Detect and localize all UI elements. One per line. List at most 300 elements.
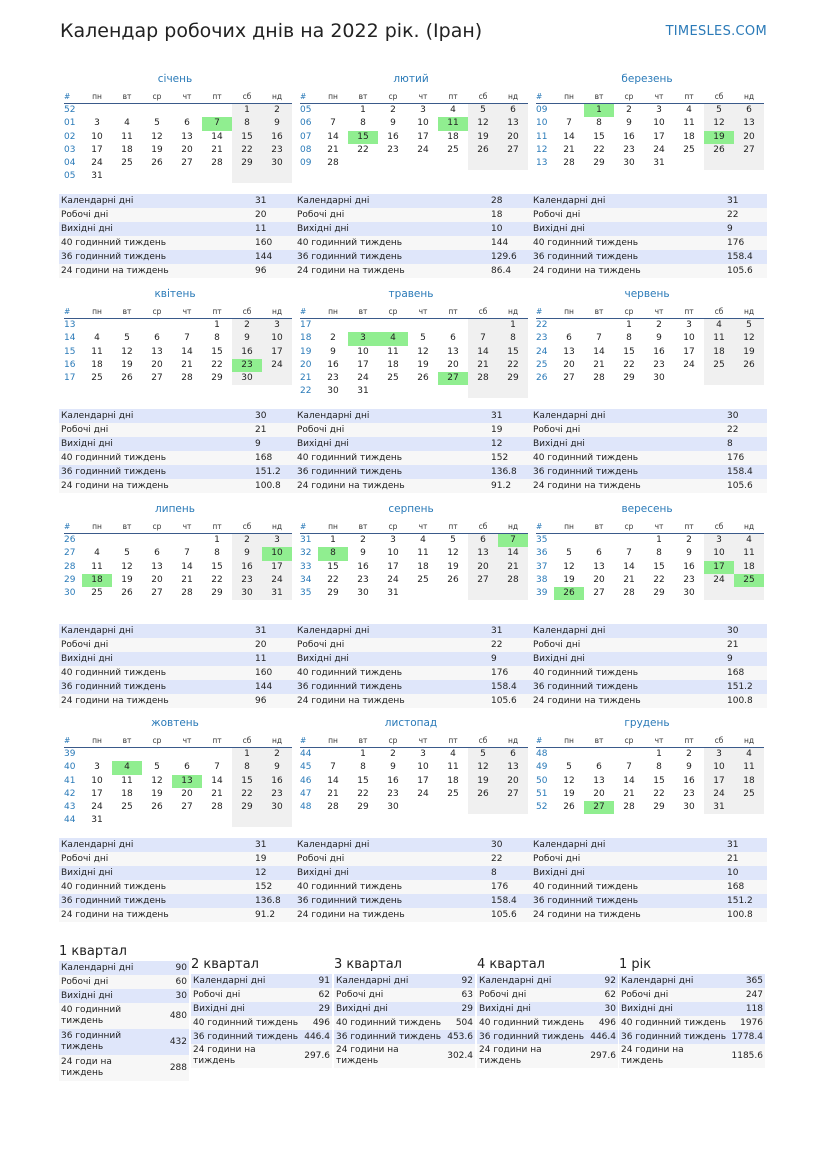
day-cell: 21 — [623, 788, 635, 799]
day-cell: 7 — [566, 118, 572, 129]
week-number-header: # — [536, 305, 554, 319]
day-cell — [704, 157, 734, 170]
day-cell: 9 — [686, 548, 692, 559]
month-stats-12 — [531, 838, 767, 922]
day-cell: 3 — [262, 319, 292, 332]
day-cell: 6 — [498, 104, 528, 117]
quarter-row — [59, 1029, 189, 1055]
weekday-header: пт — [438, 90, 468, 104]
stat-row — [59, 880, 295, 894]
stat-label: 40 годинний тиждень — [61, 882, 167, 892]
quarter-label: 24 години на тиждень — [479, 1045, 542, 1066]
stat-row — [59, 894, 295, 908]
day-cell: 18 — [447, 131, 459, 142]
stat-value: 11 — [255, 224, 267, 234]
stat-value: 21 — [727, 640, 739, 650]
day-cell: 9 — [262, 117, 292, 130]
weekday-header: вт — [584, 305, 614, 319]
day-cell: 30 — [683, 587, 695, 598]
quarter-label: 36 годинний тиждень — [61, 1031, 122, 1052]
stat-label: Вихідні дні — [61, 654, 113, 664]
day-cell — [142, 534, 172, 547]
day-cell: 15 — [232, 775, 262, 788]
day-cell: 16 — [262, 131, 292, 144]
day-cell: 2 — [262, 104, 292, 117]
day-cell: 5 — [420, 333, 426, 344]
day-cell: 6 — [184, 762, 190, 773]
month-4 — [64, 287, 286, 385]
stat-row — [59, 908, 295, 922]
stat-row — [531, 838, 767, 852]
day-cell: 20 — [498, 775, 528, 788]
day-cell: 1 — [584, 104, 614, 117]
stat-value: 31 — [255, 626, 267, 636]
stat-value: 151.2 — [727, 896, 753, 906]
week-number: 13 — [64, 320, 76, 331]
stat-label: Календарні дні — [533, 626, 606, 636]
month-name: вересень — [621, 503, 673, 515]
day-cell: 27 — [181, 801, 193, 812]
day-cell — [142, 748, 172, 761]
day-cell: 26 — [121, 372, 133, 383]
day-cell: 28 — [181, 587, 193, 598]
stat-value: 160 — [255, 238, 273, 248]
day-cell: 13 — [734, 117, 764, 130]
quarter-label: 24 години на тиждень — [193, 1045, 256, 1066]
month-10 — [64, 716, 286, 827]
brand-link[interactable]: TIMESLES.COM — [665, 24, 767, 39]
day-cell: 2 — [262, 748, 292, 761]
day-cell: 23 — [262, 788, 292, 801]
day-cell: 16 — [232, 561, 262, 574]
day-cell — [262, 372, 292, 385]
weekday-header: чт — [408, 90, 438, 104]
day-cell: 20 — [734, 131, 764, 144]
day-cell — [468, 319, 498, 332]
stat-row — [531, 451, 767, 465]
day-cell: 20 — [563, 359, 575, 370]
day-cell: 4 — [94, 333, 100, 344]
day-cell: 22 — [623, 359, 635, 370]
day-cell: 19 — [151, 788, 163, 799]
stat-value: 144 — [255, 682, 273, 692]
stat-value: 21 — [255, 425, 267, 435]
day-cell: 20 — [181, 144, 193, 155]
day-cell: 28 — [211, 801, 223, 812]
stat-label: 36 годинний тиждень — [61, 467, 167, 477]
day-cell: 1 — [232, 104, 262, 117]
day-cell: 15 — [357, 775, 369, 786]
day-cell: 27 — [181, 157, 193, 168]
stat-label: Вихідні дні — [61, 868, 113, 878]
stat-label: 24 години на тиждень — [61, 910, 169, 920]
week-number: 12 — [536, 144, 548, 155]
stat-value: 100.8 — [255, 481, 281, 491]
week-number: 20 — [300, 359, 312, 370]
day-cell: 26 — [417, 372, 429, 383]
day-cell: 14 — [327, 775, 339, 786]
stat-label: 24 години на тиждень — [533, 266, 641, 276]
day-cell: 12 — [468, 761, 498, 774]
stat-value: 158.4 — [491, 896, 517, 906]
day-cell — [202, 814, 232, 827]
week-number: 48 — [536, 749, 548, 760]
quarter-row — [334, 974, 475, 988]
day-cell: 14 — [498, 547, 528, 560]
stat-label: 36 годинний тиждень — [533, 252, 639, 262]
weekday-header: вт — [348, 520, 378, 534]
day-cell: 28 — [593, 372, 605, 383]
day-cell: 11 — [417, 548, 429, 559]
stat-label: 40 годинний тиждень — [297, 668, 403, 678]
day-cell: 27 — [151, 587, 163, 598]
week-number: 11 — [536, 131, 548, 142]
day-cell: 22 — [211, 359, 223, 370]
weekday-header: вт — [112, 305, 142, 319]
week-number-header: # — [300, 305, 318, 319]
stat-value: 91.2 — [255, 910, 276, 920]
day-cell: 17 — [704, 775, 734, 788]
day-cell: 3 — [94, 762, 100, 773]
day-cell: 15 — [593, 131, 605, 142]
day-cell: 26 — [704, 144, 734, 157]
quarter-title: 4 квартал — [477, 957, 545, 972]
day-cell: 4 — [734, 748, 764, 761]
stat-label: Робочі дні — [61, 425, 109, 435]
stat-row — [59, 866, 295, 880]
quarter-label: 24 години на тиждень — [336, 1045, 399, 1066]
day-cell: 8 — [596, 118, 602, 129]
month-stats-8 — [295, 624, 531, 708]
week-number: 39 — [64, 749, 76, 760]
weekday-header: ср — [378, 90, 408, 104]
month-stats-4 — [59, 409, 295, 493]
week-number: 35 — [300, 587, 312, 598]
day-cell: 16 — [387, 131, 399, 142]
stat-value: 9 — [727, 654, 733, 664]
stat-label: 36 годинний тиждень — [61, 896, 167, 906]
stat-row — [59, 409, 295, 423]
stat-label: 40 годинний тиждень — [297, 882, 403, 892]
month-6 — [536, 287, 758, 385]
day-cell: 30 — [623, 157, 635, 168]
day-cell: 16 — [232, 346, 262, 359]
day-cell: 4 — [124, 118, 130, 129]
quarter-value: 30 — [175, 990, 187, 1001]
stat-value: 22 — [727, 425, 739, 435]
week-number: 42 — [64, 788, 76, 799]
day-cell: 6 — [734, 104, 764, 117]
day-cell: 13 — [172, 775, 202, 788]
weekday-header: чт — [644, 305, 674, 319]
day-cell: 7 — [330, 762, 336, 773]
weekday-header: чт — [172, 520, 202, 534]
day-cell — [142, 104, 172, 117]
weekday-header: ср — [378, 520, 408, 534]
weekday-header: пн — [554, 305, 584, 319]
weekday-header: пн — [82, 305, 112, 319]
week-number: 15 — [64, 346, 76, 357]
day-cell: 17 — [704, 561, 734, 574]
month-grid — [64, 520, 286, 600]
day-cell — [408, 157, 438, 170]
weekday-header: нд — [734, 90, 764, 104]
day-cell: 30 — [232, 587, 262, 600]
quarter-row — [191, 1002, 332, 1016]
week-number: 21 — [300, 372, 312, 383]
quarter-value: 118 — [745, 1003, 763, 1014]
month-name: лютий — [393, 73, 429, 85]
quarter-value: 288 — [169, 1062, 187, 1073]
day-cell: 10 — [91, 775, 103, 786]
day-cell: 16 — [683, 775, 695, 786]
month-stats-5 — [295, 409, 531, 493]
day-cell: 29 — [327, 587, 339, 598]
day-cell: 9 — [390, 762, 396, 773]
stat-label: Календарні дні — [533, 411, 606, 421]
day-cell: 7 — [202, 117, 232, 130]
day-cell: 8 — [232, 761, 262, 774]
week-number: 09 — [536, 105, 548, 116]
day-cell: 3 — [348, 332, 378, 345]
week-number-header: # — [536, 90, 554, 104]
weekday-header: ср — [378, 305, 408, 319]
day-cell: 4 — [734, 534, 764, 547]
stat-row — [295, 264, 531, 278]
quarter-value: 1778.4 — [731, 1031, 763, 1042]
day-cell — [584, 748, 614, 761]
week-number: 37 — [536, 561, 548, 572]
day-cell: 22 — [211, 574, 223, 585]
day-cell: 23 — [387, 144, 399, 155]
day-cell: 21 — [327, 788, 339, 799]
weekday-header: пн — [554, 90, 584, 104]
day-cell: 1 — [214, 320, 220, 331]
day-cell: 8 — [656, 762, 662, 773]
quarter-row — [334, 1016, 475, 1030]
weekday-header: пн — [318, 90, 348, 104]
day-cell: 17 — [91, 144, 103, 155]
day-cell: 26 — [554, 587, 584, 600]
month-stats-1 — [59, 194, 295, 278]
quarter-row — [334, 1002, 475, 1016]
day-cell: 8 — [498, 332, 528, 345]
day-cell: 18 — [417, 561, 429, 572]
day-cell — [202, 748, 232, 761]
day-cell: 20 — [151, 359, 163, 370]
week-number: 27 — [64, 548, 76, 559]
stat-value: 22 — [727, 210, 739, 220]
weekday-header: пт — [438, 305, 468, 319]
quarter-value: 247 — [745, 989, 763, 1000]
day-cell: 21 — [211, 144, 223, 155]
day-cell: 12 — [121, 346, 133, 357]
day-cell: 8 — [214, 333, 220, 344]
stat-value: 160 — [255, 668, 273, 678]
day-cell — [614, 534, 644, 547]
quarter-row — [477, 988, 618, 1002]
weekday-header: пн — [82, 520, 112, 534]
quarter-value: 446.4 — [304, 1031, 330, 1042]
quarter-label: Вихідні дні — [336, 1003, 388, 1014]
day-cell: 27 — [584, 801, 614, 814]
quarter-row — [334, 1030, 475, 1044]
day-cell: 24 — [91, 801, 103, 812]
day-cell: 13 — [151, 561, 163, 572]
week-number: 04 — [64, 157, 76, 168]
day-cell: 31 — [357, 386, 369, 397]
week-number: 17 — [64, 372, 76, 383]
stat-value: 31 — [727, 840, 739, 850]
day-cell: 6 — [468, 534, 498, 547]
day-cell — [142, 814, 172, 827]
day-cell — [172, 534, 202, 547]
quarter-title: 1 квартал — [59, 944, 127, 959]
day-cell: 30 — [357, 587, 369, 598]
month-name: грудень — [624, 717, 670, 729]
day-cell: 5 — [468, 104, 498, 117]
day-cell — [348, 157, 378, 170]
day-cell: 22 — [232, 144, 262, 157]
day-cell: 6 — [450, 333, 456, 344]
day-cell: 5 — [566, 762, 572, 773]
stat-label: Вихідні дні — [533, 224, 585, 234]
stat-value: 9 — [727, 224, 733, 234]
quarter-value: 1976 — [740, 1017, 763, 1028]
week-number: 46 — [300, 775, 312, 786]
day-cell: 28 — [211, 157, 223, 168]
stat-value: 86.4 — [491, 266, 512, 276]
day-cell — [202, 170, 232, 183]
day-cell: 20 — [593, 788, 605, 799]
day-cell: 2 — [390, 105, 396, 116]
day-cell: 31 — [653, 157, 665, 168]
day-cell: 26 — [121, 587, 133, 598]
day-cell: 15 — [327, 561, 339, 572]
day-cell — [408, 801, 438, 814]
day-cell: 16 — [623, 131, 635, 142]
stat-row — [59, 236, 295, 250]
stat-value: 10 — [727, 868, 739, 878]
stat-label: Вихідні дні — [297, 868, 349, 878]
stat-value: 168 — [727, 668, 745, 678]
quarter-value: 91 — [318, 975, 330, 986]
weekday-header: чт — [644, 734, 674, 748]
day-cell: 10 — [653, 118, 665, 129]
weekday-header: вт — [112, 734, 142, 748]
stat-value: 129.6 — [491, 252, 517, 262]
day-cell: 6 — [154, 548, 160, 559]
month-grid — [64, 90, 286, 183]
stat-label: Календарні дні — [297, 840, 370, 850]
quarter-row — [619, 988, 765, 1002]
day-cell: 21 — [181, 359, 193, 370]
day-cell — [438, 587, 468, 600]
week-number: 22 — [536, 320, 548, 331]
day-cell: 1 — [360, 749, 366, 760]
week-number: 23 — [536, 333, 548, 344]
day-cell: 6 — [498, 748, 528, 761]
day-cell: 11 — [704, 332, 734, 345]
stat-value: 12 — [491, 439, 503, 449]
quarter-label: Календарні дні — [336, 975, 409, 986]
page-title: Календар робочих днів на 2022 рік. (Іран) — [60, 20, 483, 42]
quarter-label: 36 годинний тиждень — [193, 1031, 299, 1042]
quarter-value: 63 — [461, 989, 473, 1000]
week-number: 43 — [64, 801, 76, 812]
stat-value: 31 — [727, 196, 739, 206]
stat-row — [295, 908, 531, 922]
quarter-value: 496 — [598, 1017, 616, 1028]
weekday-header: чт — [644, 520, 674, 534]
stat-label: 24 години на тиждень — [297, 696, 405, 706]
quarter-title: 2 квартал — [191, 957, 259, 972]
week-number-header: # — [300, 734, 318, 748]
stat-label: Робочі дні — [61, 854, 109, 864]
stat-value: 168 — [255, 453, 273, 463]
day-cell: 12 — [563, 775, 575, 786]
day-cell: 3 — [704, 748, 734, 761]
quarter-label: Робочі дні — [61, 976, 109, 987]
weekday-header: нд — [262, 520, 292, 534]
day-cell: 31 — [387, 587, 399, 598]
day-cell: 20 — [593, 574, 605, 585]
day-cell: 23 — [387, 788, 399, 799]
day-cell: 7 — [330, 118, 336, 129]
quarter-value: 504 — [455, 1017, 473, 1028]
stat-row — [295, 423, 531, 437]
day-cell: 19 — [734, 346, 764, 359]
month-12 — [536, 716, 758, 814]
day-cell: 19 — [151, 144, 163, 155]
day-cell: 17 — [262, 346, 292, 359]
day-cell — [554, 104, 584, 117]
day-cell: 25 — [91, 372, 103, 383]
quarter-value: 60 — [175, 976, 187, 987]
day-cell: 19 — [468, 775, 498, 788]
month-name: квітень — [154, 288, 196, 300]
day-cell: 26 — [447, 574, 459, 585]
week-number: 52 — [536, 801, 548, 812]
month-name: травень — [388, 288, 434, 300]
stat-row — [531, 208, 767, 222]
day-cell: 6 — [566, 333, 572, 344]
day-cell: 9 — [390, 118, 396, 129]
quarter-value: 297.6 — [590, 1050, 616, 1061]
day-cell: 12 — [468, 117, 498, 130]
day-cell — [554, 748, 584, 761]
day-cell — [438, 319, 468, 332]
stat-label: 36 годинний тиждень — [297, 252, 403, 262]
day-cell: 29 — [211, 587, 223, 598]
day-cell: 2 — [686, 535, 692, 546]
quarter-value: 92 — [604, 975, 616, 986]
day-cell: 22 — [653, 788, 665, 799]
stat-value: 176 — [727, 453, 745, 463]
stat-row — [531, 423, 767, 437]
day-cell: 23 — [683, 574, 695, 585]
weekday-header: вт — [348, 90, 378, 104]
day-cell: 25 — [121, 157, 133, 168]
day-cell: 3 — [656, 105, 662, 116]
day-cell: 29 — [653, 801, 665, 812]
day-cell: 23 — [262, 144, 292, 157]
stat-value: 30 — [727, 626, 739, 636]
stat-label: Робочі дні — [61, 210, 109, 220]
week-number: 50 — [536, 775, 548, 786]
day-cell: 29 — [232, 157, 262, 170]
quarter-value: 453.6 — [447, 1031, 473, 1042]
